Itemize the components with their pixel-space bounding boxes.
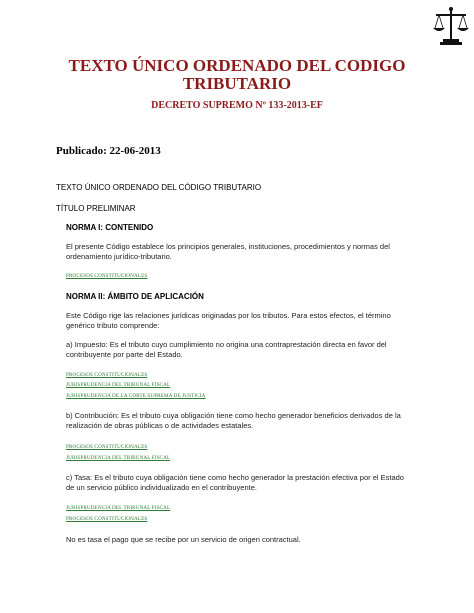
link-procesos-constitucionales[interactable]: PROCESOS CONSTITUCIONALES: [66, 444, 148, 450]
link-procesos-constitucionales[interactable]: PROCESOS CONSTITUCIONALES: [66, 372, 148, 378]
titulo-preliminar: TÍTULO PRELIMINAR: [56, 204, 136, 213]
norma-i-heading: NORMA I: CONTENIDO: [66, 223, 154, 232]
decree-number: DECRETO SUPREMO Nº 133-2013-EF: [151, 100, 323, 111]
contribucion-line2: realización de obras públicas o de actividades estatales.: [66, 421, 254, 430]
tasa-line1: c) Tasa: Es el tributo cuya obligación tiene como hecho generador la prestación efectiva por el Estado: [66, 473, 404, 482]
link-procesos-constitucionales[interactable]: PROCESOS CONSTITUCIONALES: [66, 273, 148, 279]
link-jurisprudencia-corte-suprema[interactable]: JURISPRUDENCIA DE LA CORTE SUPREMA DE JUSTICIA: [66, 393, 206, 399]
norma-i-text-line1: El presente Código establece los principios generales, instituciones, procedimientos y normas del: [66, 242, 390, 251]
tasa-line2: de un servicio público individualizado en el contribuyente.: [66, 483, 257, 492]
link-jurisprudencia-tribunal-fiscal[interactable]: JURISPRUDENCIA DEL TRIBUNAL FISCAL: [66, 455, 171, 461]
norma-ii-intro-line2: genérico tributo comprende:: [66, 321, 160, 330]
impuesto-line2: contribuyente por parte del Estado.: [66, 350, 183, 359]
link-jurisprudencia-tribunal-fiscal[interactable]: JURISPRUDENCIA DEL TRIBUNAL FISCAL: [66, 382, 171, 388]
tasa-final-note: No es tasa el pago que se recibe por un servicio de origen contractual.: [66, 535, 301, 544]
contribucion-line1: b) Contribución: Es el tributo cuya obligación tiene como hecho generador beneficios derivados de la: [66, 411, 401, 420]
link-procesos-constitucionales[interactable]: PROCESOS CONSTITUCIONALES: [66, 516, 148, 522]
impuesto-line1: a) Impuesto: Es el tributo cuyo cumplimiento no origina una contraprestación directa en favor del: [66, 340, 387, 349]
link-jurisprudencia-tribunal-fiscal[interactable]: JURISPRUDENCIA DEL TRIBUNAL FISCAL: [66, 505, 171, 511]
section-heading: TEXTO ÚNICO ORDENADO DEL CÓDIGO TRIBUTARIO: [56, 183, 262, 192]
norma-ii-heading: NORMA II: ÁMBITO DE APLICACIÓN: [66, 292, 204, 301]
document-title-line2: TRIBUTARIO: [182, 74, 292, 93]
norma-ii-intro-line1: Este Código rige las relaciones jurídicas originadas por los tributos. Para estos efectos, el término: [66, 311, 391, 320]
document-title-line1: TEXTO ÚNICO ORDENADO DEL CODIGO: [68, 56, 406, 75]
scales-of-justice-icon: [432, 6, 470, 46]
publication-date: Publicado: 22-06-2013: [56, 145, 161, 157]
norma-i-text-line2: ordenamiento jurídico-tributario.: [66, 252, 172, 261]
